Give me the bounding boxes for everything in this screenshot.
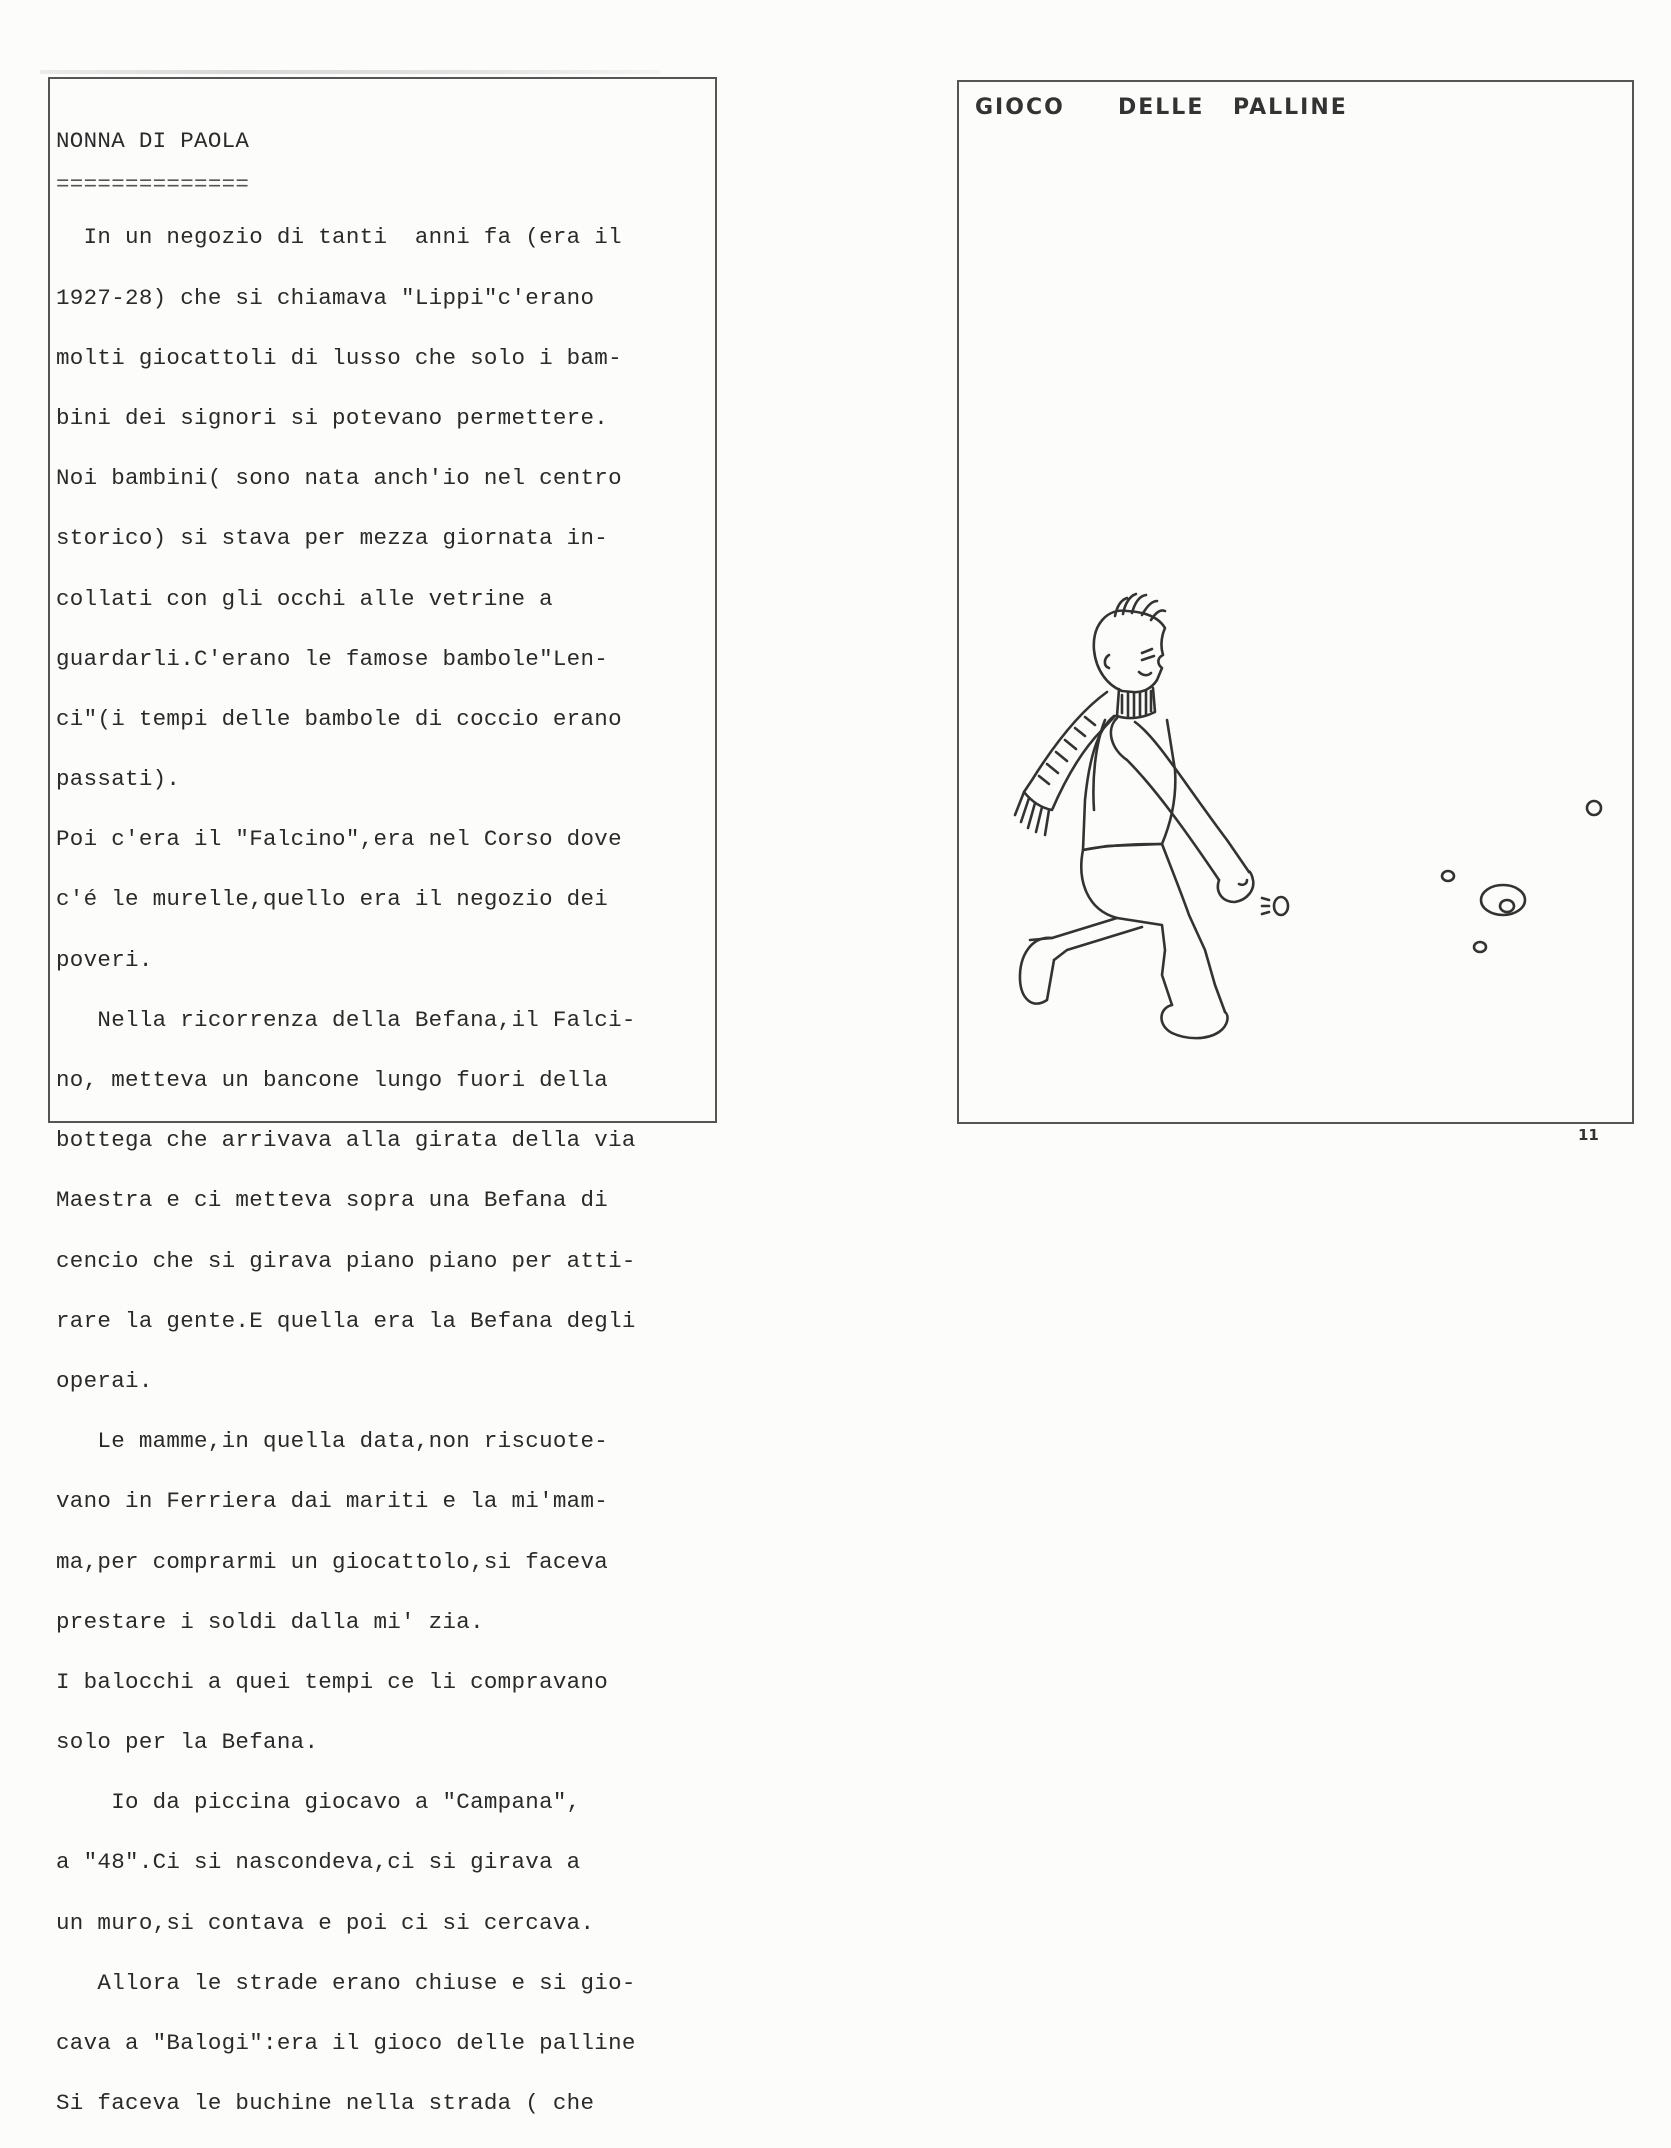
text-line: poveri. xyxy=(56,946,153,973)
legs-drawing xyxy=(1030,844,1225,1012)
text-line: molti giocattoli di lusso che solo i bam- xyxy=(56,344,622,371)
text-line: Allora le strade erano chiuse e si gio- xyxy=(56,1969,636,1996)
text-line: operai. xyxy=(56,1367,153,1394)
text-line: Si faceva le buchine nella strada ( che xyxy=(56,2090,595,2117)
text-line: solo per la Befana. xyxy=(56,1729,319,1756)
page-title: NONNA DI PAOLA xyxy=(56,128,250,155)
thrown-marble-drawing xyxy=(1262,897,1288,915)
text-line: ci"(i tempi delle bambole di coccio erano xyxy=(56,705,622,732)
text-line: guardarli.C'erano le famose bambole"Len- xyxy=(56,645,609,672)
ground-marbles-drawing xyxy=(1442,801,1601,952)
text-line: Maestra e ci metteva sopra una Befana di xyxy=(56,1187,609,1214)
text-line: a "48".Ci si nascondeva,ci si girava a xyxy=(56,1849,581,1876)
text-line: un muro,si contava e poi ci si cercava. xyxy=(56,1909,595,1936)
text-line: cencio che si girava piano piano per atti- xyxy=(56,1247,636,1274)
text-line: ma,per comprarmi un giocattolo,si faceva xyxy=(56,1548,609,1575)
text-line: bini dei signori si potevano permettere. xyxy=(56,404,609,431)
text-line: Noi bambini( sono nata anch'io nel centro xyxy=(56,465,622,492)
drawing-title-word-2: DELLE xyxy=(1118,95,1205,120)
feet-drawing xyxy=(1020,938,1228,1038)
scarf-drawing xyxy=(1015,692,1115,835)
text-line: collati con gli occhi alle vetrine a xyxy=(56,585,553,612)
scan-edge-shadow xyxy=(40,70,660,74)
arm-drawing xyxy=(1111,718,1253,902)
head-drawing xyxy=(1094,594,1165,692)
text-line: prestare i soldi dalla mi' zia. xyxy=(56,1608,484,1635)
text-line: no, metteva un bancone lungo fuori della xyxy=(56,1067,609,1093)
text-line: Poi c'era il "Falcino",era nel Corso dove xyxy=(56,826,622,853)
text-line: Nella ricorrenza della Befana,il Falci- xyxy=(56,1006,636,1033)
text-line: passati). xyxy=(56,766,181,793)
text-line: Le mamme,in quella data,non riscuote- xyxy=(56,1428,609,1455)
text-line: c'é le murelle,quello era il negozio dei xyxy=(56,886,609,913)
text-line: In un negozio di tanti anni fa (era il xyxy=(56,224,622,251)
text-line: vano in Ferriera dai mariti e la mi'mam- xyxy=(56,1488,609,1515)
title-underline: ============== xyxy=(56,171,250,198)
text-line: rare la gente.E quella era la Befana degli xyxy=(56,1307,636,1334)
text-line: cava a "Balogi":era il gioco delle palline xyxy=(56,2030,636,2056)
text-line: bottega che arrivava alla girata della via xyxy=(56,1127,636,1154)
text-line: Io da piccina giocavo a "Campana", xyxy=(56,1789,581,1816)
drawing-title-word-3: PALLINE xyxy=(1233,95,1348,120)
text-line: storico) si stava per mezza giornata in- xyxy=(56,525,609,552)
page-number: 11 xyxy=(1578,1126,1599,1144)
drawing-title-word-1: GIOCO xyxy=(975,95,1065,120)
boy-playing-marbles-illustration xyxy=(957,80,1634,1124)
left-page-text xyxy=(56,96,716,2148)
text-line: 1927-28) che si chiamava "Lippi"c'erano xyxy=(56,284,595,311)
text-line: I balocchi a quei tempi ce li compravano xyxy=(56,1668,609,1695)
